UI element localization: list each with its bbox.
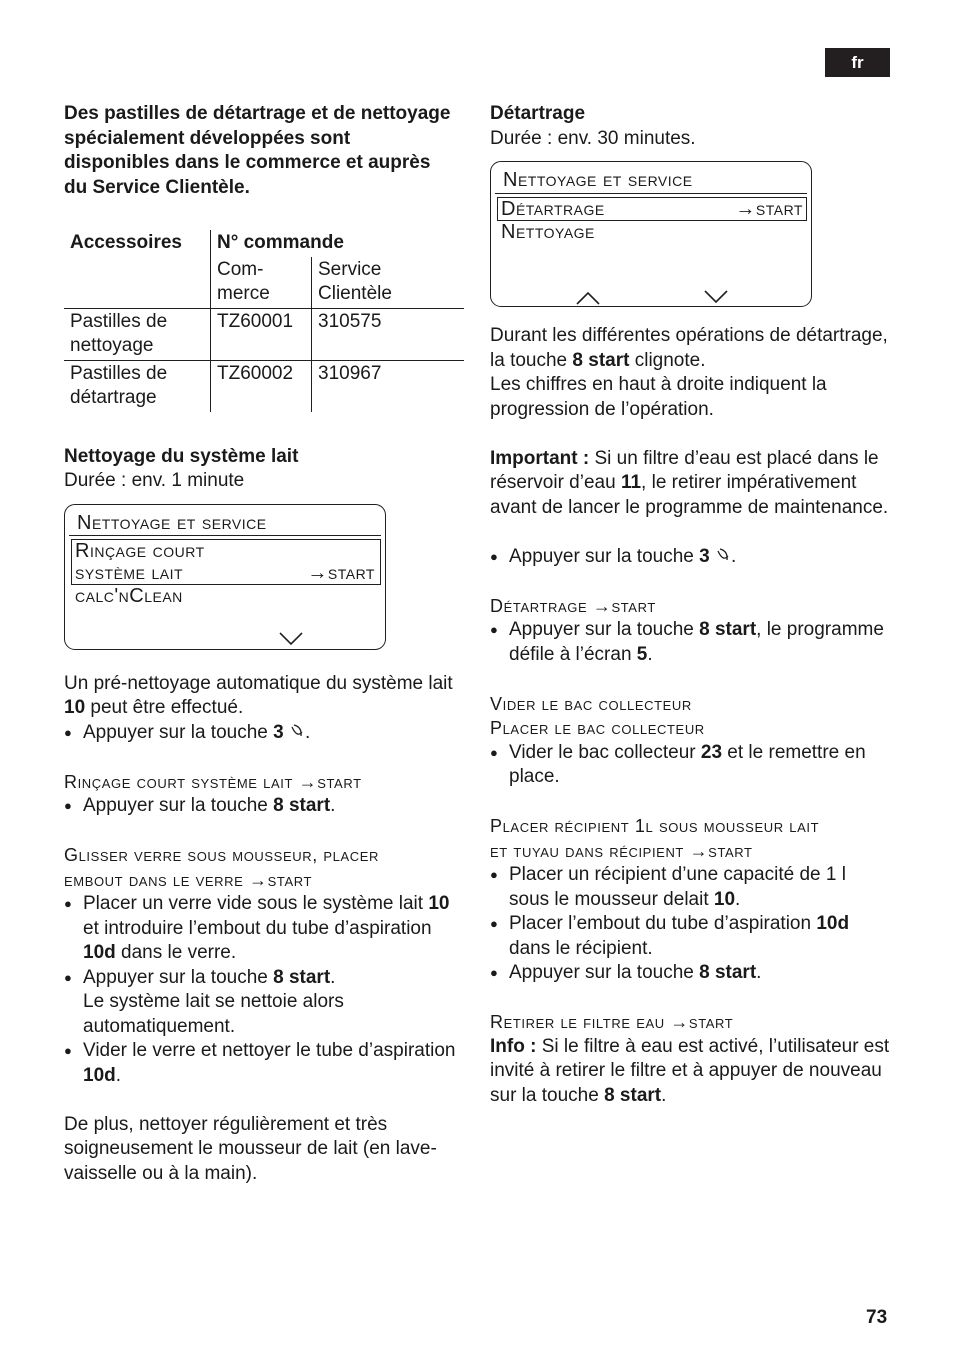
progression-paragraph: Les chiffres en haut à droite indiquent la progression de l’opération. bbox=[490, 374, 827, 420]
text: Placer un verre vide sous le système lait bbox=[83, 893, 429, 914]
rinse-icon bbox=[715, 548, 731, 564]
list-item: ● Vider le verre et nettoyer le tube d’aspiration 10d. bbox=[64, 1039, 456, 1088]
right-column bbox=[490, 102, 890, 1108]
display-text-placer-bac: Placer le bac collecteur bbox=[490, 718, 705, 738]
list-item bbox=[64, 892, 456, 966]
table-cell: TZ60001 bbox=[211, 308, 312, 360]
table-cell: TZ60002 bbox=[211, 360, 312, 412]
text: Appuyer sur la touche bbox=[509, 619, 700, 640]
display-text-embout: embout dans le verre →start bbox=[64, 869, 313, 890]
text-bold: 8 start bbox=[273, 795, 331, 816]
text: Si le filtre à eau est activé, l’utilisateur est invité à retirer le filtre et à appuyer de nouveau sur la touche bbox=[490, 1035, 890, 1106]
display-text-vider: Vider le bac collecteur bbox=[490, 693, 692, 714]
display-selected-item bbox=[497, 197, 807, 221]
text-bold: 8 start bbox=[572, 349, 630, 371]
display-start: →start bbox=[307, 562, 375, 584]
detartrage-paragraph bbox=[490, 324, 890, 373]
list-item bbox=[490, 741, 890, 790]
text-bold: 8 start bbox=[699, 962, 757, 983]
display-text-retirer-filtre: Retirer le filtre eau →start bbox=[490, 1012, 734, 1032]
list-item: ● Appuyer sur la touche 8 start. bbox=[64, 794, 456, 819]
list-item: ● Appuyer sur la touche 8 start. bbox=[490, 961, 890, 986]
text: Placer l’embout du tube d’aspiration bbox=[509, 913, 817, 934]
display-start-label: start bbox=[755, 197, 803, 220]
display-start: →start bbox=[735, 197, 803, 220]
table-header-commande: N° commande bbox=[217, 232, 344, 253]
display-selected-item bbox=[71, 539, 381, 585]
chevron-down-icon bbox=[278, 631, 304, 647]
text: Appuyer sur la touche bbox=[83, 721, 274, 743]
text-bold: 10 bbox=[713, 888, 736, 910]
text: Appuyer sur la touche bbox=[83, 795, 274, 816]
text-bold: 11 bbox=[620, 472, 642, 493]
table-row bbox=[64, 308, 464, 360]
list-item: ● Appuyer sur la touche 3 . bbox=[64, 721, 456, 746]
display-detartrage bbox=[490, 161, 812, 307]
display-start-label: start bbox=[327, 562, 375, 584]
text: dans le récipient. bbox=[509, 937, 653, 959]
display-sel-line: Détartrage bbox=[501, 197, 605, 220]
bullet-list bbox=[490, 618, 890, 667]
display-text-tuyau: et tuyau dans récipient →start bbox=[490, 840, 753, 861]
text-bold: 10d bbox=[83, 942, 116, 963]
table-subheader-commerce: Com- merce bbox=[211, 257, 312, 309]
info-paragraph: Info : Si le filtre à eau est activé, l’utilisateur est invité à retirer le filtre et à appuyer de nouveau sur la touche 8 start. bbox=[490, 1035, 890, 1106]
text-bold: 5 bbox=[636, 643, 648, 665]
bullet-list bbox=[64, 892, 456, 1088]
page-number: 73 bbox=[866, 1307, 888, 1328]
text: peut être effectué. bbox=[85, 697, 244, 718]
chevron-down-icon bbox=[703, 289, 729, 305]
text: , le retirer impérativement avant de lancer le programme de maintenance. bbox=[490, 472, 889, 518]
closing-paragraph: De plus, nettoyer régulièrement et très soigneusement le mousseur de lait (en lave-vaisselle ou à la main). bbox=[64, 1113, 437, 1184]
list-item: ● Appuyer sur la touche 8 start, le programme défile à l’écran 5. bbox=[490, 618, 890, 667]
text-bold: 10 bbox=[428, 893, 450, 914]
text: , le programme défile à l’écran bbox=[509, 619, 884, 665]
display-line3: calc'nClean bbox=[75, 585, 183, 607]
display-text-detartrage: Détartrage →start bbox=[490, 595, 656, 616]
text-bold: 8 start bbox=[604, 1084, 662, 1106]
bullet-list bbox=[490, 741, 890, 790]
text-bold: 23 bbox=[700, 741, 723, 763]
text-bold: 3 bbox=[699, 545, 710, 567]
left-column bbox=[64, 102, 456, 1186]
important-paragraph bbox=[490, 447, 890, 521]
list-item: ● Appuyer sur la touche 3 . bbox=[490, 545, 890, 570]
text: Appuyer sur la touche bbox=[509, 962, 700, 983]
text-bold: 8 start bbox=[273, 966, 331, 988]
table-subheader-service: Service Clientèle bbox=[318, 258, 392, 304]
bullet-list bbox=[64, 721, 456, 746]
table-empty-cell bbox=[64, 257, 211, 309]
text: dans le verre. bbox=[115, 942, 237, 963]
text-bold: 10d bbox=[816, 913, 850, 934]
chevron-up-icon bbox=[575, 290, 601, 306]
table-cell: Pastilles de nettoyage bbox=[64, 308, 211, 360]
text: clignote. bbox=[629, 349, 706, 371]
text: Un pré-nettoyage automatique du système lait bbox=[64, 672, 453, 694]
display-sel-line2: système lait bbox=[75, 562, 184, 584]
list-item: ● Appuyer sur la touche 8 start. Le système lait se nettoie alors automatiquement. bbox=[64, 966, 456, 1040]
text-bold: Info : bbox=[490, 1035, 537, 1057]
text: et le remettre en place. bbox=[509, 741, 866, 787]
lait-duree: Durée : env. 1 minute bbox=[64, 470, 245, 491]
list-item: ● Placer un récipient d’une capacité de 1 l sous le mousseur delait 10. bbox=[490, 863, 890, 912]
display-sel-line1: Rinçage court bbox=[75, 540, 205, 562]
display-sel-line2-row bbox=[75, 562, 377, 584]
display-title: Nettoyage et service bbox=[495, 162, 807, 194]
language-tab: fr bbox=[825, 48, 890, 77]
accessories-table bbox=[64, 230, 464, 412]
text-bold: 3 bbox=[273, 721, 284, 743]
display-text-rincage: Rinçage court système lait →start bbox=[64, 771, 362, 792]
lait-paragraph bbox=[64, 672, 456, 721]
text: Le système lait se nettoie alors automatiquement. bbox=[83, 991, 344, 1037]
list-item bbox=[490, 912, 890, 961]
bullet-list bbox=[64, 794, 456, 819]
bullet-list bbox=[490, 863, 890, 986]
text: Placer un récipient d’une capacité de 1 l sous le mousseur delait bbox=[509, 864, 846, 910]
bullet-list bbox=[490, 545, 890, 570]
text: Si un filtre d’eau est placé dans le réservoir d’eau bbox=[490, 447, 879, 493]
text: Vider le bac collecteur bbox=[509, 741, 701, 763]
text-bold: 10d bbox=[83, 1064, 116, 1086]
text-bold: 8 start bbox=[699, 619, 757, 640]
lait-title: Nettoyage du système lait bbox=[64, 445, 299, 467]
table-cell: 310967 bbox=[318, 362, 382, 384]
display-title: Nettoyage et service bbox=[69, 505, 381, 537]
display-lait bbox=[64, 504, 386, 650]
text: Appuyer sur la touche bbox=[83, 966, 274, 988]
display-text-glisser: Glisser verre sous mousseur, placer bbox=[64, 845, 380, 865]
detartrage-title: Détartrage bbox=[490, 103, 586, 124]
table-cell: Pastilles de détartrage bbox=[64, 360, 211, 412]
text-bold: Important : bbox=[490, 447, 590, 469]
intro-paragraph: Des pastilles de détartrage et de nettoyage spécialement développées sont disponibles dans le commerce et auprès du Service Clientèle. bbox=[64, 103, 451, 198]
table-header-accessoires: Accessoires bbox=[64, 230, 211, 257]
text: Durant les différentes opérations de détartrage, la touche bbox=[490, 325, 888, 371]
text: Vider le verre et nettoyer le tube d’aspiration bbox=[83, 1040, 456, 1061]
text: et introduire l’embout du tube d’aspiration bbox=[83, 917, 432, 939]
display-line2: Nettoyage bbox=[501, 220, 595, 243]
text-bold: 10 bbox=[64, 697, 86, 718]
table-cell: 310575 bbox=[318, 310, 382, 332]
rinse-icon bbox=[289, 724, 305, 740]
display-text-placer-recipient: Placer récipient 1l sous mousseur lait bbox=[490, 816, 820, 836]
table-row bbox=[64, 360, 464, 412]
detartrage-duree: Durée : env. 30 minutes. bbox=[490, 127, 696, 149]
text: Appuyer sur la touche bbox=[509, 545, 700, 567]
